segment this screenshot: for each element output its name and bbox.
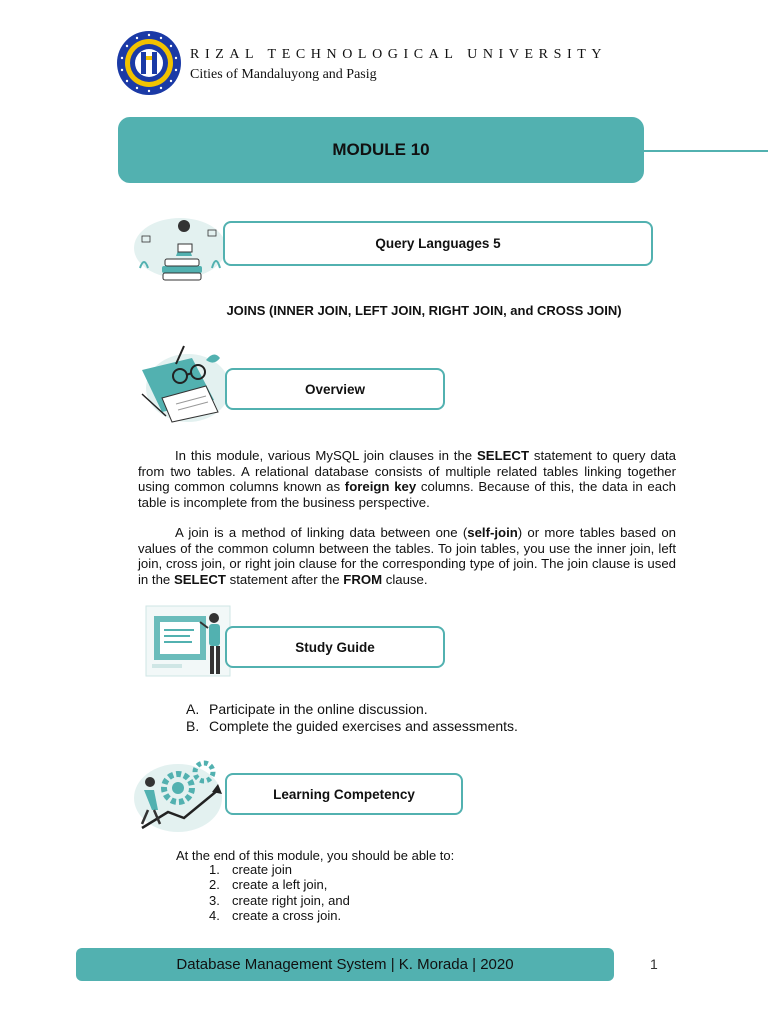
list-item: B. Complete the guided exercises and assessments. — [186, 718, 518, 734]
study-guide-heading: Study Guide — [225, 626, 445, 668]
university-name: RIZAL TECHNOLOGICAL UNIVERSITY — [190, 47, 608, 62]
module-title: MODULE 10 — [332, 140, 430, 159]
banner-divider — [644, 150, 768, 152]
bold-term: SELECT — [476, 448, 530, 463]
module-banner — [118, 117, 644, 183]
university-seal-icon — [116, 30, 182, 96]
bold-term: FROM — [343, 572, 383, 588]
text-run: ) or more tables based on values of the common column between the tables. To join tables, you use the inner join, left join, cross join, or right join clause for the corresponding type of join. The join clause is used in the — [138, 525, 676, 588]
gears-growth-icon — [128, 754, 228, 834]
joins-heading: JOINS (INNER JOIN, LEFT JOIN, RIGHT JOIN, and CROSS JOIN) — [226, 303, 622, 318]
list-item: 3. create right join, and — [209, 892, 350, 908]
list-item: 1. create join — [209, 862, 292, 877]
footer-text: Database Management System | K. Morada | 2020 — [176, 956, 514, 973]
learning-competency-heading: Learning Competency — [225, 773, 463, 815]
list-item: 2. create a left join, — [209, 877, 328, 893]
text-run: statement to query data from two tables. A relational database consists of multiple related tables linking together using common columns known as — [138, 448, 677, 495]
bold-term: foreign key — [344, 479, 417, 495]
text-run: clause. — [382, 572, 428, 588]
text-run: A join is a method of linking data between one ( — [175, 525, 468, 540]
topic-box: Query Languages 5 — [223, 221, 653, 266]
student-reading-books-icon — [128, 208, 228, 284]
footer-bar — [76, 948, 614, 981]
text-run: columns. Because of this, the data in each table is incomplete from the business perspective. — [138, 479, 676, 511]
study-guide-list — [186, 701, 518, 735]
competency-intro: At the end of this module, you should be able to: — [176, 848, 455, 863]
overview-paragraph-2 — [138, 525, 676, 588]
presentation-board-icon — [142, 602, 236, 684]
notebook-glasses-icon — [136, 340, 232, 426]
page-number: 1 — [650, 956, 658, 972]
competency-list — [209, 862, 350, 924]
list-item: A. Participate in the online discussion. — [186, 701, 428, 717]
bold-term: self-join — [467, 525, 518, 540]
overview-paragraph-1 — [138, 448, 676, 511]
list-item: 4. create a cross join. — [209, 908, 342, 924]
overview-heading: Overview — [225, 368, 445, 410]
text-run: In this module, various MySQL join clauses in the — [175, 448, 477, 463]
text-run: statement after the — [225, 572, 344, 588]
university-subtitle: Cities of Mandaluyong and Pasig — [190, 67, 377, 82]
bold-term: SELECT — [173, 572, 226, 588]
